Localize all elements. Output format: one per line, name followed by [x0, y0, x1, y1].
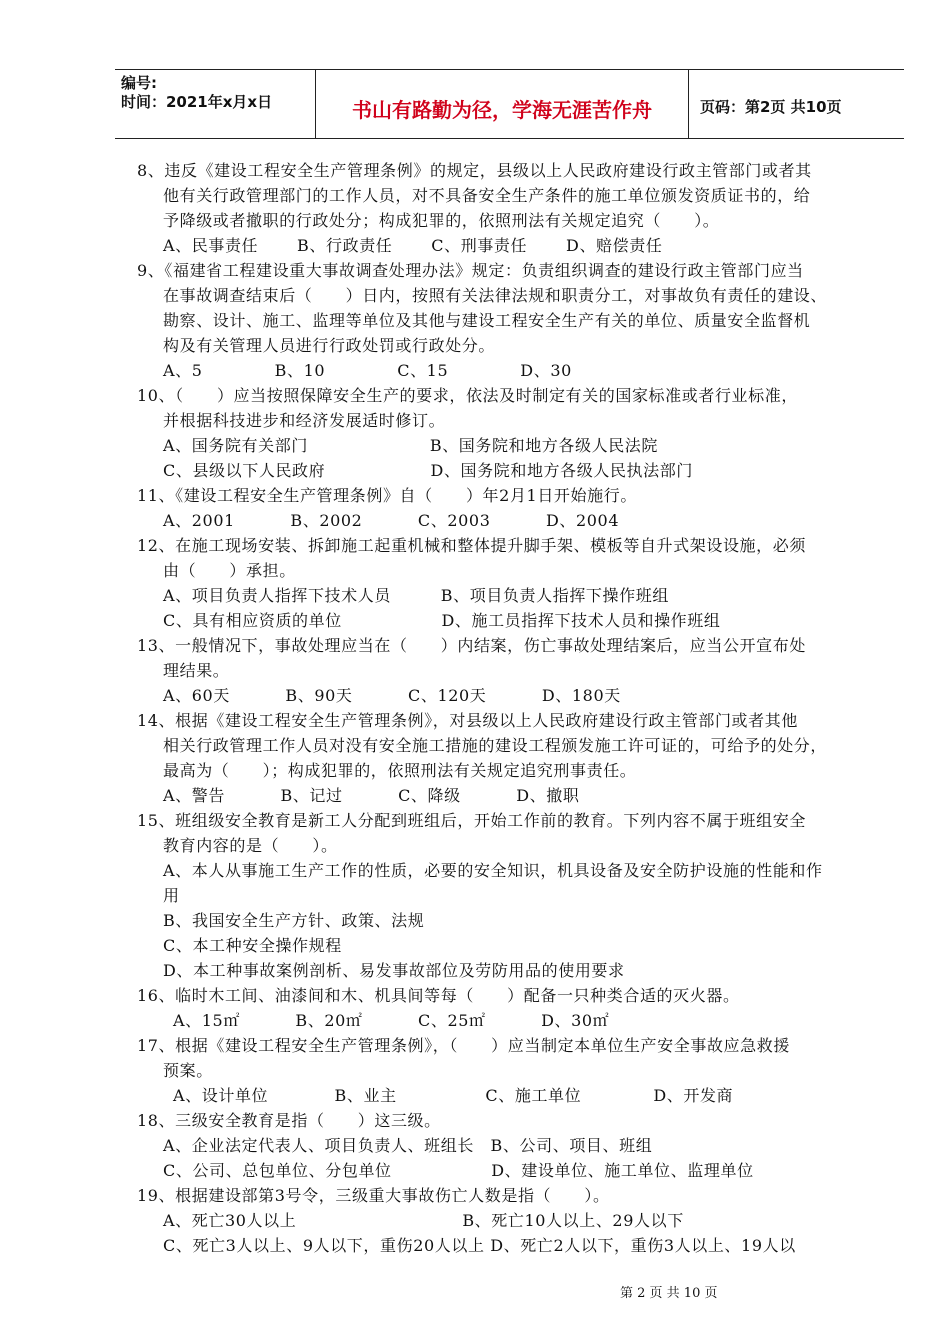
- text-line: 予降级或者撤职的行政处分；构成犯罪的，依照刑法有关规定追究（ ）。: [163, 211, 720, 230]
- text-line: 15、班组级安全教育是新工人分配到班组后，开始工作前的教育。下列内容不属于班组安全: [137, 811, 806, 830]
- text-line: 13、一般情况下，事故处理应当在（ ）内结案，伤亡事故处理结案后，应当公开宣布处: [137, 636, 806, 655]
- text-line: A、60天 B、90天 C、120天 D、180天: [163, 686, 621, 705]
- text-line: C、公司、总包单位、分包单位 D、建设单位、施工单位、监理单位: [163, 1161, 754, 1180]
- text-line: 17、根据《建设工程安全生产管理条例》，（ ）应当制定本单位生产安全事故应急救援: [137, 1036, 790, 1055]
- text-line: 相关行政管理工作人员对没有安全施工措施的建设工程颁发施工许可证的，可给予的处分，: [163, 736, 828, 755]
- text-line: 19、根据建设部第3号令，三级重大事故伤亡人数是指（ ）。: [137, 1186, 610, 1205]
- text-line: 10、（ ）应当按照保障安全生产的要求，依法及时制定有关的国家标准或者行业标准，: [137, 386, 798, 405]
- time-label: 时间：2021年x月x日: [121, 93, 273, 111]
- text-line: A、民事责任 B、行政责任 C、刑事责任 D、赔偿责任: [163, 236, 663, 255]
- text-line: A、15㎡ B、20㎡ C、25㎡ D、30㎡: [173, 1011, 610, 1030]
- text-line: 8、违反《建设工程安全生产管理条例》的规定，县级以上人民政府建设行政主管部门或者其: [137, 161, 812, 180]
- text-line: 12、在施工现场安装、拆卸施工起重机械和整体提升脚手架、模板等自升式架设设施，必须: [137, 536, 806, 555]
- number-label: 编号:: [121, 74, 157, 92]
- text-line: 并根据科技进步和经济发展适时修订。: [163, 411, 446, 430]
- text-line: 教育内容的是（ ）。: [163, 836, 338, 855]
- text-line: C、县级以下人民政府 D、国务院和地方各级人民执法部门: [163, 461, 693, 480]
- text-line: A、国务院有关部门 B、国务院和地方各级人民法院: [163, 436, 658, 455]
- text-line: A、本人从事施工生产工作的性质，必要的安全知识，机具设备及安全防护设施的性能和作: [163, 861, 823, 880]
- page-label: 页码：第2页 共10页: [700, 98, 842, 116]
- text-line: B、我国安全生产方针、政策、法规: [163, 911, 425, 930]
- text-line: A、企业法定代表人、项目负责人、班组长 B、公司、项目、班组: [163, 1136, 653, 1155]
- text-line: A、警告 B、记过 C、降级 D、撤职: [163, 786, 580, 805]
- header-page-cell: [690, 70, 904, 138]
- header-motto-cell: [316, 70, 689, 138]
- text-line: 理结果。: [163, 661, 230, 680]
- text-line: 他有关行政管理部门的工作人员，对不具备安全生产条件的施工单位颁发资质证书的，给: [163, 186, 811, 205]
- header-table: [115, 69, 904, 139]
- text-line: A、死亡30人以上 B、死亡10人以上、29人以下: [163, 1211, 684, 1230]
- text-line: 11、《建设工程安全生产管理条例》自（ ）年2月1日开始施行。: [137, 486, 637, 505]
- text-line: A、5 B、10 C、15 D、30: [163, 361, 572, 380]
- text-line: C、具有相应资质的单位 D、施工员指挥下技术人员和操作班组: [163, 611, 721, 630]
- text-line: C、本工种安全操作规程: [163, 936, 342, 955]
- page-footer: 第 2 页 共 10 页: [620, 1286, 718, 1301]
- text-line: 预案。: [163, 1061, 213, 1080]
- text-line: A、设计单位 B、业主 C、施工单位 D、开发商: [173, 1086, 734, 1105]
- header-info-cell: [115, 70, 316, 138]
- text-line: 9、《福建省工程建设重大事故调查处理办法》规定：负责组织调查的建设行政主管部门应当: [137, 261, 804, 280]
- text-line: C、死亡3人以上、9人以下，重伤20人以上 D、死亡2人以下，重伤3人以上、19人以: [163, 1236, 796, 1255]
- text-line: 14、根据《建设工程安全生产管理条例》，对县级以上人民政府建设行政主管部门或者其他: [137, 711, 798, 730]
- text-line: 18、三级安全教育是指（ ）这三级。: [137, 1111, 441, 1130]
- text-line: 16、临时木工间、油漆间和木、机具间等每（ ）配备一只种类合适的灭火器。: [137, 986, 740, 1005]
- text-line: 最高为（ ）；构成犯罪的，依照刑法有关规定追究刑事责任。: [163, 761, 637, 780]
- text-line: 用: [163, 886, 180, 905]
- text-line: D、本工种事故案例剖析、易发事故部位及劳防用品的使用要求: [163, 961, 625, 980]
- text-line: A、项目负责人指挥下技术人员 B、项目负责人指挥下操作班组: [163, 586, 669, 605]
- text-line: 构及有关管理人员进行行政处罚或行政处分。: [163, 336, 496, 355]
- text-line: 由（ ）承担。: [163, 561, 296, 580]
- motto: 书山有路勤为径，学海无涯苦作舟: [352, 98, 652, 122]
- text-line: 在事故调查结束后（ ）日内，按照有关法律法规和职责分工，对事故负有责任的建设、: [163, 286, 828, 305]
- text-line: 勘察、设计、施工、监理等单位及其他与建设工程安全生产有关的单位、质量安全监督机: [163, 311, 811, 330]
- text-line: A、2001 B、2002 C、2003 D、2004: [163, 511, 620, 530]
